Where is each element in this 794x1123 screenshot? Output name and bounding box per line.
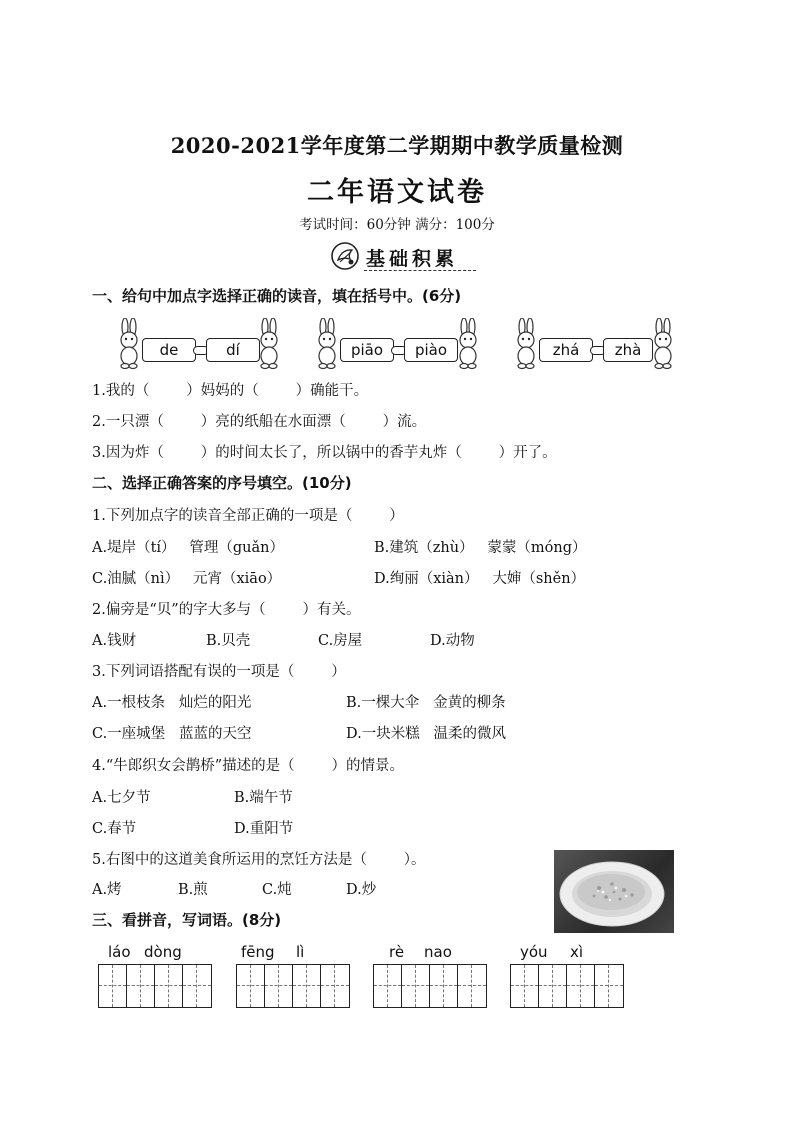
exam-subtitle: 二年语文试卷 xyxy=(307,177,487,208)
pinyin-label: rè xyxy=(389,943,405,961)
option-text: D.动物 xyxy=(430,633,475,649)
pinyin-label: yóu xyxy=(520,943,548,961)
pinyin-option: dí xyxy=(206,338,260,362)
question-line: 1.我的（ ）妈妈的（ ）确能干。 xyxy=(92,383,369,399)
writing-grid[interactable] xyxy=(98,964,212,1008)
question-line: 1.下列加点字的读音全部正确的一项是（ ） xyxy=(92,508,404,524)
option-text: A.烤 xyxy=(92,882,122,898)
writing-grid[interactable] xyxy=(236,964,350,1008)
option-text: A.钱财 xyxy=(92,633,137,649)
section2-heading: 二、选择正确答案的序号填空。(10分) xyxy=(92,474,352,492)
pinyin-label: xì xyxy=(570,943,584,961)
rabbit-icon xyxy=(650,318,676,370)
writing-grid[interactable] xyxy=(510,964,624,1008)
rabbit-icon xyxy=(513,318,539,370)
section3-heading: 三、看拼音，写词语。(8分) xyxy=(92,911,282,929)
option-text: A.一根枝条 灿烂的阳光 xyxy=(92,695,252,711)
option-text: D.炒 xyxy=(346,882,377,898)
question-line: 4.“牛郎织女会鹊桥”描述的是（ ）的情景。 xyxy=(92,758,405,774)
pinyin-pairs xyxy=(0,0,794,380)
rabbit-icon xyxy=(256,318,282,370)
banner-label: 基础积累 xyxy=(366,248,459,270)
option-text: C.房屋 xyxy=(318,633,363,649)
pinyin-label: fēng xyxy=(241,943,275,961)
food-photo xyxy=(554,850,674,933)
option-text: C.炖 xyxy=(262,882,292,898)
option-text: B.贝壳 xyxy=(206,633,251,649)
question-line: 2.偏旁是“贝”的字大多与（ ）有关。 xyxy=(92,602,361,618)
pinyin-option: piāo xyxy=(340,338,394,362)
question-line: 3.下列词语搭配有误的一项是（ ） xyxy=(92,664,346,680)
question-line: 3.因为炸（ ）的时间太长了，所以锅中的香芋丸炸（ ）开了。 xyxy=(92,445,557,461)
pinyin-label: láo xyxy=(108,943,131,961)
fried-rice-plate-image xyxy=(554,850,674,933)
option-text: A.七夕节 xyxy=(92,790,151,806)
option-text: C.一座城堡 蓝蓝的天空 xyxy=(92,726,252,742)
pinyin-option: piào xyxy=(404,338,458,362)
option-text: D.绚丽（xiàn） 大婶（shěn） xyxy=(374,571,586,587)
pinyin-label: dòng xyxy=(144,943,182,961)
question-line: 2.一只漂（ ）亮的纸船在水面漂（ ）流。 xyxy=(92,414,427,430)
question-line: 5.右图中的这道美食所运用的烹饪方法是（ ）。 xyxy=(92,852,426,868)
pinyin-label: lì xyxy=(296,943,305,961)
exam-meta: 考试时间：60分钟 满分：100分 xyxy=(299,217,495,233)
option-text: B.煎 xyxy=(178,882,208,898)
pinyin-option: de xyxy=(142,338,196,362)
rabbit-icon xyxy=(455,318,481,370)
option-text: D.一块米糕 温柔的微风 xyxy=(346,726,507,742)
option-text: B.端午节 xyxy=(234,790,293,806)
writing-grid[interactable] xyxy=(373,964,487,1008)
option-text: B.一棵大伞 金黄的柳条 xyxy=(346,695,506,711)
option-text: B.建筑（zhù） 蒙蒙（móng） xyxy=(374,540,587,556)
option-text: D.重阳节 xyxy=(234,821,294,837)
pinyin-option: zhá xyxy=(539,338,593,362)
rabbit-icon xyxy=(116,318,142,370)
rabbit-icon xyxy=(314,318,340,370)
section1-heading: 一、给句中加点字选择正确的读音，填在括号中。(6分) xyxy=(92,287,462,305)
option-text: A.堤岸（tí） 管理（guǎn） xyxy=(92,540,284,556)
exam-title: 2020-2021学年度第二学期期中教学质量检测 xyxy=(170,133,624,158)
pinyin-option: zhà xyxy=(603,338,653,362)
option-text: C.油腻（nì） 元宵（xiāo） xyxy=(92,571,282,587)
option-text: C.春节 xyxy=(92,821,137,837)
pinyin-label: nao xyxy=(424,943,452,961)
